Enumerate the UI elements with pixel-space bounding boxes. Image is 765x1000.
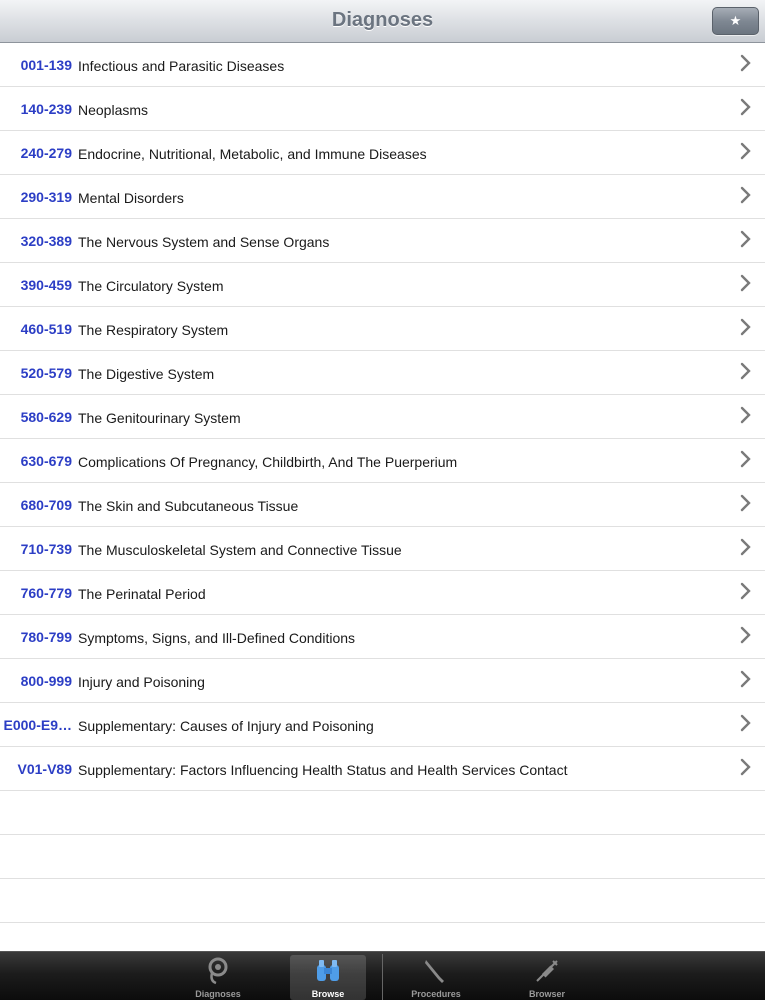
stethoscope-icon [204,957,232,985]
chevron-right-icon [739,670,753,688]
code-range: 800-999 [20,673,72,689]
list-item[interactable] [0,43,765,87]
code-range: 630-679 [20,453,72,469]
list-item[interactable] [0,263,765,307]
favorites-button[interactable] [712,7,759,35]
category-label: Neoplasms [78,102,149,118]
tab-divider [382,954,383,1000]
code-range: 240-279 [20,145,72,161]
chevron-right-icon [739,318,753,336]
list-item[interactable] [0,131,765,175]
empty-row [0,835,765,879]
code-range: V01-V89 [17,761,72,777]
category-label: Complications Of Pregnancy, Childbirth, And The Puerperium [78,454,458,470]
category-label: The Skin and Subcutaneous Tissue [78,498,299,514]
tab-label: Browser [528,989,565,999]
list-item[interactable] [0,87,765,131]
category-label: Symptoms, Signs, and Ill-Defined Conditions [78,630,356,646]
chevron-right-icon [739,494,753,512]
category-label: Infectious and Parasitic Diseases [78,58,285,74]
chevron-right-icon [739,142,753,160]
category-label: The Circulatory System [78,278,224,294]
list-item[interactable] [0,615,765,659]
list-item[interactable] [0,483,765,527]
code-range: 710-739 [20,541,72,557]
chevron-right-icon [739,362,753,380]
category-label: Supplementary: Causes of Injury and Poisoning [78,718,374,734]
syringe-icon [533,957,561,985]
tab-browser[interactable] [509,955,585,1000]
list-item[interactable] [0,395,765,439]
code-range: 580-629 [20,409,72,425]
binoculars-icon [314,957,342,985]
navigation-bar [0,0,765,43]
code-range: 460-519 [20,321,72,337]
page-title: Diagnoses [331,9,434,31]
list-item[interactable] [0,219,765,263]
code-range: 760-779 [20,585,72,601]
chevron-right-icon [739,98,753,116]
category-label: The Genitourinary System [78,410,241,426]
chevron-right-icon [739,54,753,72]
tab-label: Procedures [411,989,461,999]
chevron-right-icon [739,758,753,776]
chevron-right-icon [739,582,753,600]
list-item[interactable] [0,659,765,703]
chevron-right-icon [739,626,753,644]
tab-browse[interactable] [290,955,366,1000]
list-item[interactable] [0,439,765,483]
list-item[interactable] [0,175,765,219]
tab-diagnoses[interactable] [180,955,256,1000]
tab-label: Diagnoses [195,989,241,999]
code-range: E000-E9… [3,717,72,733]
empty-row [0,879,765,923]
code-range: 520-579 [20,365,72,381]
code-range: 680-709 [20,497,72,513]
list-item[interactable] [0,703,765,747]
code-range: 390-459 [20,277,72,293]
category-label: Supplementary: Factors Influencing Health Status and Health Services Contact [78,762,568,778]
empty-row [0,791,765,835]
code-range: 290-319 [20,189,72,205]
category-label: The Nervous System and Sense Organs [78,234,330,250]
chevron-right-icon [739,714,753,732]
diagnoses-list [0,43,765,923]
tab-bar [0,951,765,1000]
star-icon: ★ [729,13,742,28]
code-range: 140-239 [20,101,72,117]
tab-procedures[interactable] [398,955,474,1000]
category-label: The Respiratory System [78,322,229,338]
scalpel-icon [422,957,450,985]
chevron-right-icon [739,186,753,204]
chevron-right-icon [739,230,753,248]
chevron-right-icon [739,274,753,292]
code-range: 320-389 [20,233,72,249]
list-item[interactable] [0,307,765,351]
category-label: Mental Disorders [78,190,184,206]
category-label: The Perinatal Period [78,586,206,602]
category-label: The Musculoskeletal System and Connective Tissue [78,542,402,558]
code-range: 780-799 [20,629,72,645]
code-range: 001-139 [20,57,72,73]
chevron-right-icon [739,406,753,424]
category-label: Endocrine, Nutritional, Metabolic, and Immune Diseases [78,146,427,162]
chevron-right-icon [739,450,753,468]
list-item[interactable] [0,351,765,395]
chevron-right-icon [739,538,753,556]
category-label: Injury and Poisoning [78,674,205,690]
list-item[interactable] [0,571,765,615]
tab-label: Browse [311,989,345,999]
list-item[interactable] [0,527,765,571]
list-item[interactable] [0,747,765,791]
category-label: The Digestive System [78,366,215,382]
